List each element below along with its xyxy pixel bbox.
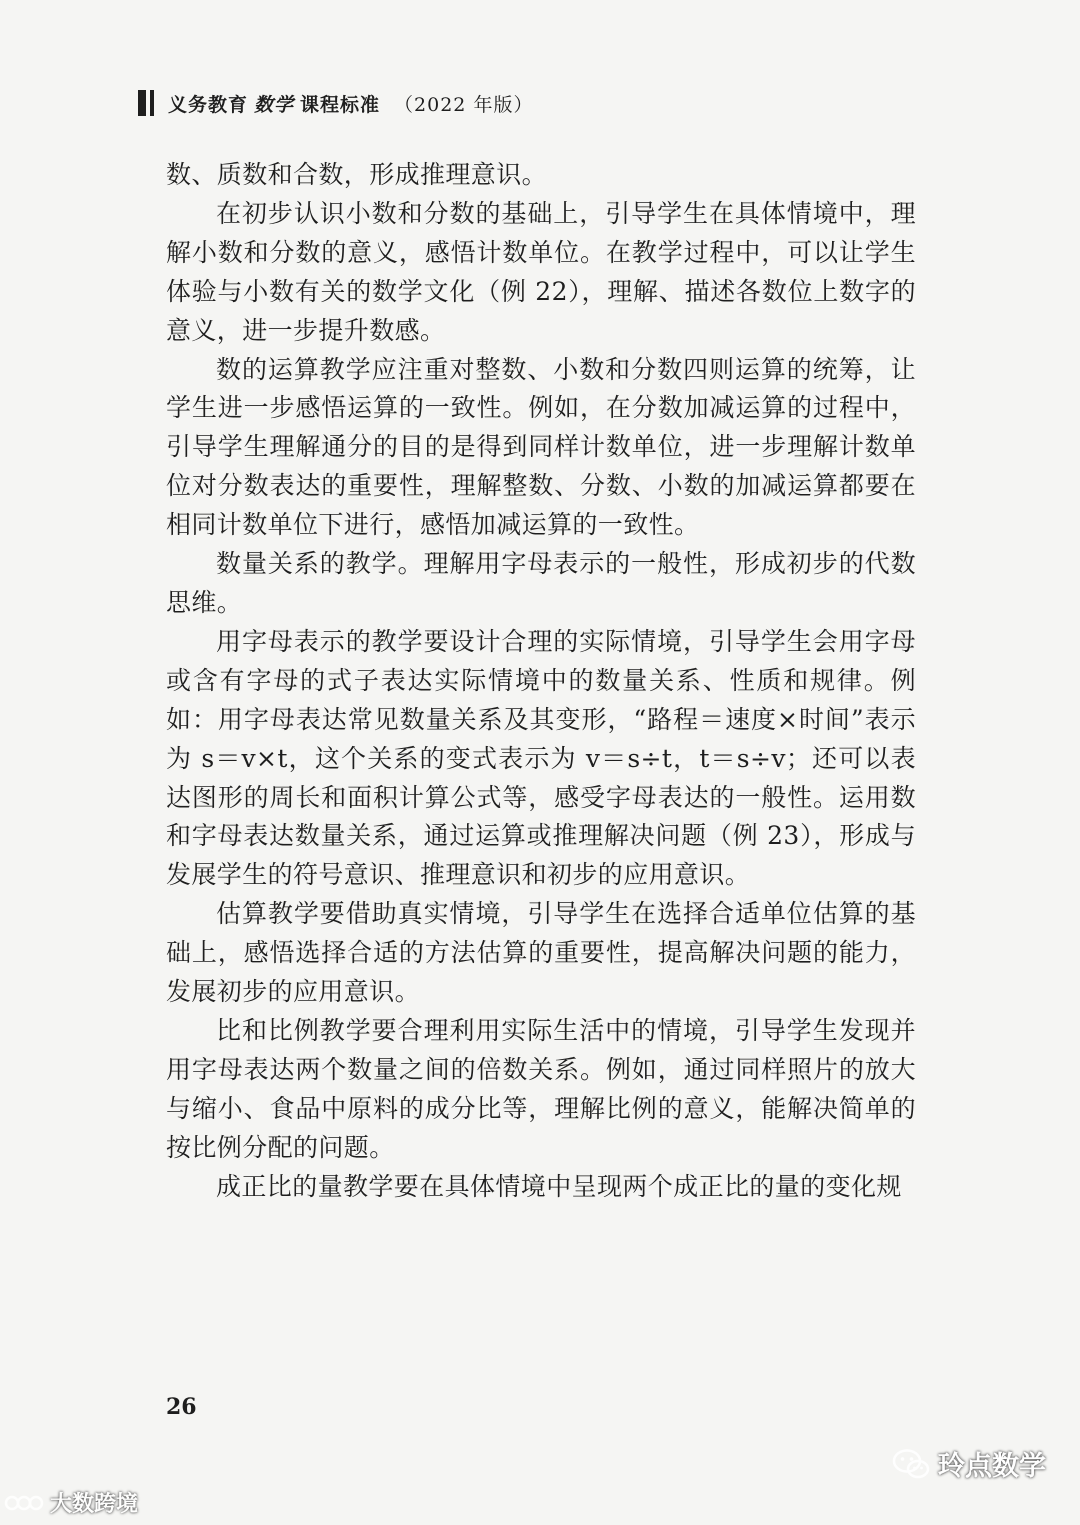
paragraph-1: 数、质数和合数，形成推理意识。 [166,160,548,189]
header-edition: （2022 年版） [394,93,534,116]
watermark-left [4,1487,138,1518]
running-header [138,86,533,120]
watermark-right [892,1444,1046,1483]
header-title-part2: 课程标准 [300,93,381,116]
watermark-left-text: 大数跨境 [50,1492,139,1517]
loop-logo-icon [4,1491,46,1515]
watermark-right-text: 玲点数学 [938,1451,1046,1482]
paragraph-7: 比和比例教学要合理利用实际生活中的情境，引导学生发现并用字母表达两个数量之间的倍数关系。例如，通过同样照片的放大与缩小、食品中原料的成分比等，理解比例的意义，能解决简单的按比例分配的问题。 [166,1015,916,1162]
body-text [166,156,916,1206]
paragraph-5: 用字母表示的教学要设计合理的实际情境，引导学生会用字母或含有字母的式子表达实际情境中的数量关系、性质和规律。例如：用字母表达常见数量关系及其变形，“路程＝速度×时间”表示为 s＝v×t，这个关系的变式表示为 v＝s÷t，t＝s÷v；还可以表达图形的周长和面积计算公式等，感受字母表达的一般性。运用数和字母表达数量关系，通过运算或推理解决问题（例 23），形成与发展学生的符号意识、推理意识和初步的应用意识。 [166,626,916,890]
page-number: 26 [166,1394,197,1420]
header-title [168,90,533,117]
header-title-part1: 义务教育 [168,93,249,116]
paragraph-4: 数量关系的教学。理解用字母表示的一般性，形成初步的代数思维。 [166,549,916,617]
paragraph-3: 数的运算教学应注重对整数、小数和分数四则运算的统筹，让学生进一步感悟运算的一致性。例如，在分数加减运算的过程中，引导学生理解通分的目的是得到同样计数单位，进一步理解计数单位对分数表达的重要性，理解整数、分数、小数的加减运算都要在相同计数单位下进行，感悟加减运算的一致性。 [166,354,916,540]
header-bars-icon [138,90,154,116]
wechat-icon [892,1448,930,1480]
paragraph-6: 估算教学要借助真实情境，引导学生在选择合适单位估算的基础上，感悟选择合适的方法估算的重要性，提高解决问题的能力，发展初步的应用意识。 [166,899,916,1007]
paragraph-2: 在初步认识小数和分数的基础上，引导学生在具体情境中，理解小数和分数的意义，感悟计数单位。在教学过程中，可以让学生体验与小数有关的数学文化（例 22），理解、描述各数位上数字的意义，进一步提升数感。 [166,198,916,345]
header-title-math: 数学 [254,93,295,116]
paragraph-8: 成正比的量教学要在具体情境中呈现两个成正比的量的变化规 [216,1171,902,1201]
